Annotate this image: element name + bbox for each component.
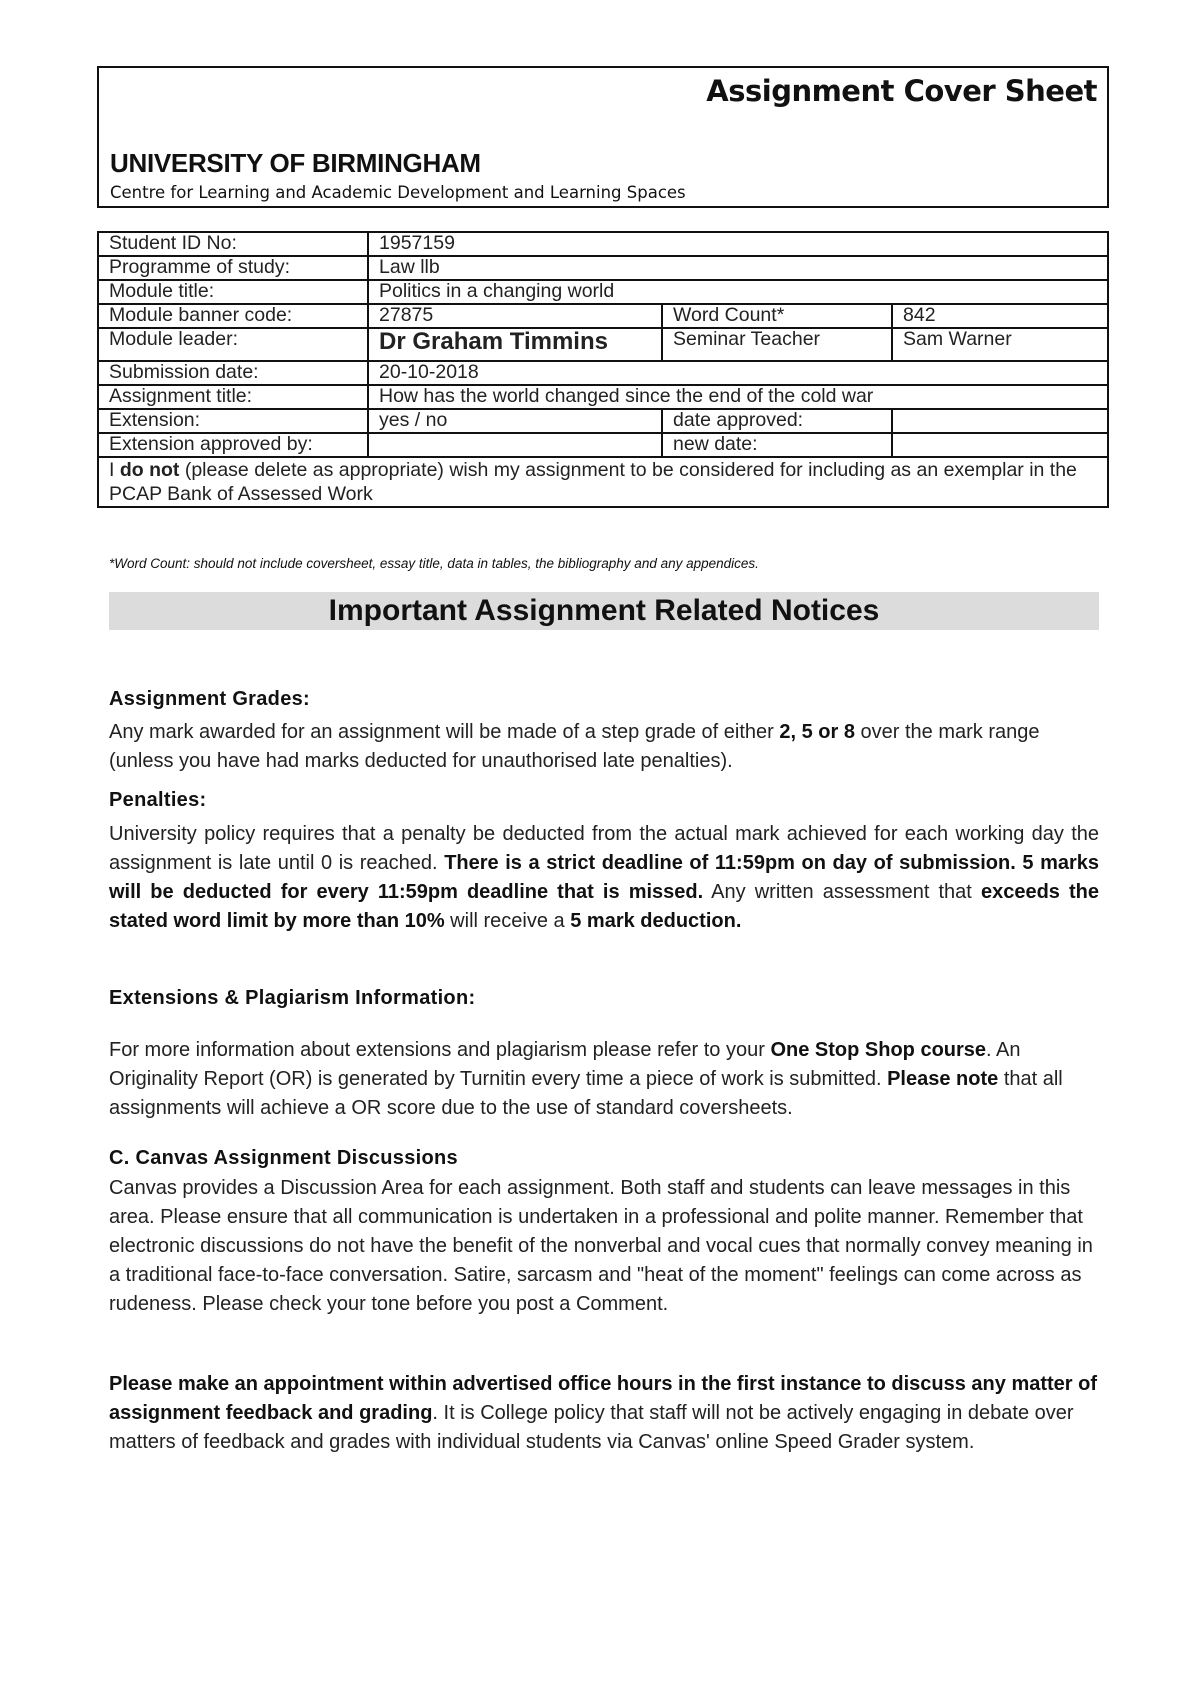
- seminar-teacher-label: Seminar Teacher: [662, 328, 892, 361]
- grades-heading: Assignment Grades:: [109, 688, 311, 710]
- grades-text-2: over the mark range (unless you have had marks deducted for unauthorised late penalties).: [109, 721, 1040, 772]
- penalties-bold-3: 5 mark deduction.: [570, 910, 742, 932]
- programme-label: Programme of study:: [98, 256, 368, 280]
- module-leader-field[interactable]: Dr Graham Timmins: [368, 328, 662, 361]
- approved-by-label: Extension approved by:: [98, 433, 368, 457]
- extension-field[interactable]: yes / no: [368, 409, 662, 433]
- penalties-bold-2: exceeds the stated word limit by more than 10%: [109, 881, 1099, 932]
- module-title-field[interactable]: Politics in a changing world: [368, 280, 1108, 304]
- date-approved-label: date approved:: [662, 409, 892, 433]
- table-row: [98, 280, 1108, 304]
- seminar-teacher-field[interactable]: Sam Warner: [892, 328, 1108, 361]
- extensions-bold-2: Please note: [887, 1068, 999, 1090]
- consent-text-pre: I: [109, 459, 120, 481]
- table-row: [98, 232, 1108, 256]
- university-name: UNIVERSITY OF BIRMINGHAM: [110, 148, 481, 178]
- word-count-footnote: *Word Count: should not include coversheet, essay title, data in tables, the bibliography and any appendices.: [109, 556, 759, 571]
- appointment-paragraph: [109, 1370, 1099, 1457]
- consent-text-post: (please delete as appropriate) wish my assignment to be considered for including as an exemplar in the PCAP Bank of Assessed Work: [109, 459, 1077, 505]
- banner-code-field[interactable]: 27875: [368, 304, 662, 328]
- word-count-label: Word Count*: [662, 304, 892, 328]
- penalties-heading: Penalties:: [109, 789, 207, 811]
- centre-name: Centre for Learning and Academic Development and Learning Spaces: [110, 183, 686, 202]
- table-row: [98, 433, 1108, 457]
- submission-date-field[interactable]: 20-10-2018: [368, 361, 1108, 385]
- student-info-table: [97, 231, 1109, 508]
- grades-bold-1: 2, 5 or 8: [779, 721, 855, 743]
- exemplar-consent[interactable]: [98, 457, 1108, 507]
- penalties-text-3: will receive a: [444, 910, 571, 932]
- canvas-paragraph: Canvas provides a Discussion Area for each assignment. Both staff and students can leave messages in this area. Please ensure that all communication is undertaken in a professional and polite manner. Remember that electronic discussions do not have the benefit of the nonverbal and vocal cues that normally convey meaning in a traditional face-to-face conversation. Satire, sarcasm and "heat of the moment" feelings can come across as rudeness. Please check your tone before you post a Comment.: [109, 1177, 1093, 1315]
- table-row: [98, 304, 1108, 328]
- extension-label: Extension:: [98, 409, 368, 433]
- extensions-heading: Extensions & Plagiarism Information:: [109, 987, 476, 1009]
- consent-choice: do not: [119, 459, 180, 481]
- approved-by-field[interactable]: [368, 433, 662, 457]
- word-count-field[interactable]: 842: [892, 304, 1108, 328]
- grades-text-1: Any mark awarded for an assignment will be made of a step grade of either: [109, 721, 780, 743]
- submission-date-label: Submission date:: [98, 361, 368, 385]
- new-date-label: new date:: [662, 433, 892, 457]
- canvas-heading: C. Canvas Assignment Discussions: [109, 1147, 458, 1169]
- table-row: [98, 385, 1108, 409]
- extensions-paragraph: [109, 1036, 1099, 1123]
- module-title-label: Module title:: [98, 280, 368, 304]
- student-id-label: Student ID No:: [98, 232, 368, 256]
- assignment-title-field[interactable]: How has the world changed since the end of the cold war: [368, 385, 1108, 409]
- assignment-title-label: Assignment title:: [98, 385, 368, 409]
- new-date-field[interactable]: [892, 433, 1108, 457]
- extensions-text-1: For more information about extensions and plagiarism please refer to your: [109, 1039, 771, 1061]
- table-row: [98, 328, 1108, 361]
- penalties-text-2: Any written assessment that: [703, 881, 981, 903]
- penalties-paragraph: [109, 820, 1099, 936]
- notices-title: Important Assignment Related Notices: [109, 592, 1099, 630]
- extensions-text-3: that all assignments will achieve a OR score due to the use of standard coversheets.: [109, 1068, 1063, 1119]
- penalties-bold-1: There is a strict deadline of 11:59pm on day of submission. 5 marks will be deducted for every 11:59pm deadline that is missed.: [109, 852, 1100, 903]
- module-leader-label: Module leader:: [98, 328, 368, 361]
- cover-sheet-header: [97, 66, 1109, 208]
- banner-code-label: Module banner code:: [98, 304, 368, 328]
- appointment-bold: Please make an appointment within advertised office hours in the first instance to discuss any matter of assignment feedback and grading: [109, 1373, 1098, 1424]
- grades-paragraph: [109, 718, 1099, 776]
- table-row: [98, 409, 1108, 433]
- student-id-field[interactable]: 1957159: [368, 232, 1108, 256]
- table-row: [98, 361, 1108, 385]
- penalties-text-1: University policy requires that a penalty be deducted from the actual mark achieved for each working day the assignment is late until 0 is reached.: [109, 823, 1099, 874]
- table-row: [98, 457, 1108, 507]
- appointment-text: . It is College policy that staff will not be actively engaging in debate over matters of feedback and grades with individual students via Canvas' online Speed Grader system.: [109, 1402, 1074, 1453]
- extensions-text-2: . An Originality Report (OR) is generated by Turnitin every time a piece of work is submitted.: [109, 1039, 1021, 1090]
- date-approved-field[interactable]: [892, 409, 1108, 433]
- programme-field[interactable]: Law llb: [368, 256, 1108, 280]
- table-row: [98, 256, 1108, 280]
- one-stop-shop-course: One Stop Shop course: [770, 1039, 987, 1061]
- document-title: Assignment Cover Sheet: [706, 74, 1097, 108]
